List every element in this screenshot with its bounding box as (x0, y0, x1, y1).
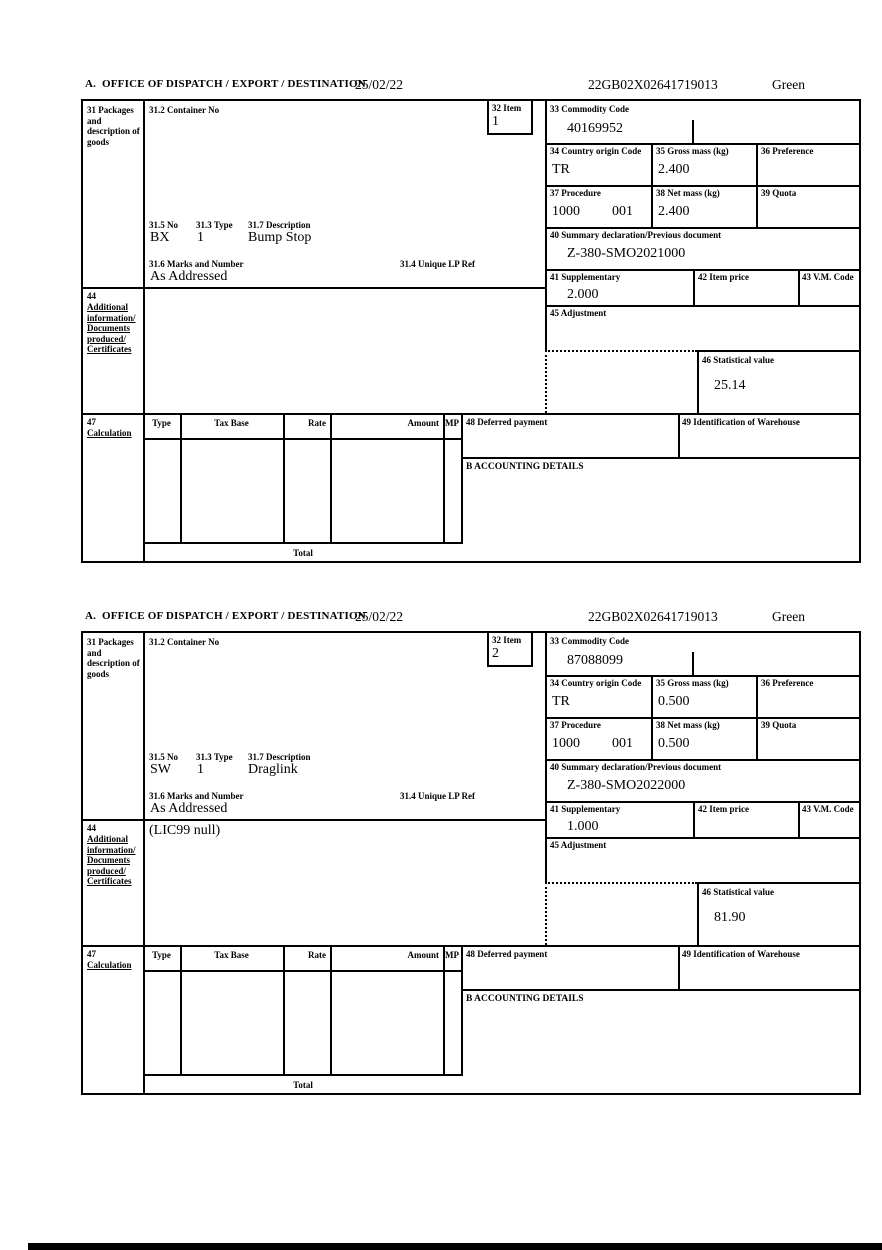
divider (545, 143, 859, 145)
divider (143, 101, 145, 561)
office-of-dispatch-label: A. OFFICE OF DISPATCH / EXPORT / DESTINATION (85, 610, 366, 622)
table-header-tax-base: Tax Base (214, 950, 249, 960)
box49-label: 49 Identification of Warehouse (682, 417, 800, 427)
declaration-item-section-1 (0, 78, 882, 568)
box41-label: 41 Supplementary (550, 804, 621, 814)
box31-5-label: 31.5 No (149, 752, 178, 762)
box44-number: 44 (87, 291, 96, 301)
packages-no-value: SW (150, 762, 171, 777)
box31-2-label: 31.2 Container No (149, 637, 220, 647)
table-header-mp: MP (445, 418, 459, 428)
box31-2-label: 31.2 Container No (149, 105, 220, 115)
divider (143, 438, 463, 440)
box43-label: 43 V.M. Code (802, 272, 854, 282)
box46-label: 46 Statistical value (702, 887, 774, 897)
box31-6-label: 31.6 Marks and Number (149, 259, 244, 269)
divider (461, 945, 463, 1074)
divider (678, 413, 680, 457)
table-header-amount: Amount (407, 950, 439, 960)
net-mass-value: 0.500 (658, 736, 690, 751)
table-header-type: Type (152, 950, 171, 960)
declaration-reference: 22GB02X02641719013 (588, 77, 718, 92)
divider (330, 945, 332, 1074)
box32-label: 32 Item (492, 635, 522, 645)
declaration-item-section-2 (0, 610, 882, 1100)
box40-label: 40 Summary declaration/Previous document (550, 762, 722, 772)
box48-label: 48 Deferred payment (466, 949, 548, 959)
table-header-rate: Rate (308, 950, 326, 960)
divider (180, 945, 182, 1074)
box31-label: 31 Packages and description of goods (87, 105, 140, 147)
divider (545, 227, 859, 229)
box31-6-label: 31.6 Marks and Number (149, 791, 244, 801)
table-header-mp: MP (445, 950, 459, 960)
packages-type-value: 1 (197, 762, 204, 777)
box39-label: 39 Quota (761, 720, 797, 730)
box31-3-label: 31.3 Type (196, 752, 233, 762)
divider (83, 819, 545, 821)
box33-label: 33 Commodity Code (550, 104, 629, 114)
office-of-dispatch-label: A. OFFICE OF DISPATCH / EXPORT / DESTINATION (85, 78, 366, 90)
additional-info-value: (LIC99 null) (149, 823, 221, 838)
box44-number: 44 (87, 823, 96, 833)
divider (693, 801, 695, 837)
procedure-value: 1000 (552, 736, 580, 751)
divider (545, 185, 859, 187)
supplementary-value: 1.000 (567, 819, 599, 834)
divider (697, 350, 699, 413)
box31-5-label: 31.5 No (149, 220, 178, 230)
gross-mass-value: 0.500 (658, 694, 690, 709)
accounting-details-label: B ACCOUNTING DETAILS (466, 994, 584, 1004)
box36-label: 36 Preference (761, 678, 814, 688)
routing-status: Green (772, 77, 805, 92)
divider (83, 287, 545, 289)
divider (545, 269, 859, 271)
item-detail-box (81, 99, 861, 563)
divider (798, 801, 800, 837)
table-header-rate: Rate (308, 418, 326, 428)
accounting-details-label: B ACCOUNTING DETAILS (466, 462, 584, 472)
procedure-value: 1000 (552, 204, 580, 219)
procedure-2-value: 001 (612, 204, 633, 219)
box47-label: Calculation (87, 960, 132, 970)
previous-document-value: Z-380-SMO2021000 (567, 246, 686, 261)
divider (461, 413, 463, 542)
divider (83, 945, 859, 947)
packages-no-value: BX (150, 230, 170, 245)
box48-label: 48 Deferred payment (466, 417, 548, 427)
item-number-box (487, 101, 533, 135)
dotted-divider (545, 350, 547, 413)
box32-label: 32 Item (492, 103, 522, 113)
divider (283, 945, 285, 1074)
divider (545, 305, 859, 307)
commodity-code-tick (692, 120, 694, 143)
divider (83, 413, 859, 415)
box45-label: 45 Adjustment (550, 840, 607, 850)
box42-label: 42 Item price (698, 272, 749, 282)
marks-value: As Addressed (150, 269, 228, 284)
divider (545, 101, 547, 350)
packages-type-value: 1 (197, 230, 204, 245)
box31-4-label: 31.4 Unique LP Ref (400, 791, 476, 801)
routing-status: Green (772, 609, 805, 624)
box42-label: 42 Item price (698, 804, 749, 814)
box47-number: 47 (87, 417, 96, 427)
box31-7-label: 31.7 Description (248, 752, 311, 762)
dispatch-date: 25/02/22 (355, 77, 404, 92)
statistical-value: 25.14 (714, 378, 746, 393)
dotted-divider (545, 350, 697, 352)
goods-description-value: Draglink (248, 762, 298, 777)
divider (283, 413, 285, 542)
divider (545, 633, 547, 882)
box47-label: Calculation (87, 428, 132, 438)
divider (678, 945, 680, 989)
divider (693, 269, 695, 305)
divider (143, 542, 463, 544)
dotted-divider (545, 882, 697, 884)
box39-label: 39 Quota (761, 188, 797, 198)
item-detail-box (81, 631, 861, 1095)
supplementary-value: 2.000 (567, 287, 599, 302)
commodity-code-value: 40169952 (567, 121, 623, 136)
divider (443, 413, 445, 542)
page-edge-shadow (28, 1243, 882, 1250)
box35-label: 35 Gross mass (kg) (656, 146, 729, 156)
statistical-value: 81.90 (714, 910, 746, 925)
country-origin-value: TR (552, 162, 570, 177)
dotted-divider (545, 882, 547, 945)
goods-description-value: Bump Stop (248, 230, 312, 245)
box31-4-label: 31.4 Unique LP Ref (400, 259, 476, 269)
box44-label: Additional information/ Documents produced/ Certificates (87, 834, 136, 886)
item-number-box (487, 633, 533, 667)
table-total-label: Total (293, 1080, 313, 1090)
box31-label: 31 Packages and description of goods (87, 637, 140, 679)
box47-number: 47 (87, 949, 96, 959)
divider (697, 882, 859, 884)
divider (180, 413, 182, 542)
box34-label: 34 Country origin Code (550, 678, 642, 688)
procedure-2-value: 001 (612, 736, 633, 751)
commodity-code-value: 87088099 (567, 653, 623, 668)
table-header-tax-base: Tax Base (214, 418, 249, 428)
box45-label: 45 Adjustment (550, 308, 607, 318)
divider (545, 801, 859, 803)
table-header-type: Type (152, 418, 171, 428)
box40-label: 40 Summary declaration/Previous document (550, 230, 722, 240)
box49-label: 49 Identification of Warehouse (682, 949, 800, 959)
box34-label: 34 Country origin Code (550, 146, 642, 156)
divider (545, 837, 859, 839)
dispatch-date: 25/02/22 (355, 609, 404, 624)
divider (545, 675, 859, 677)
box46-label: 46 Statistical value (702, 355, 774, 365)
box35-label: 35 Gross mass (kg) (656, 678, 729, 688)
divider (143, 970, 463, 972)
box31-7-label: 31.7 Description (248, 220, 311, 230)
box33-label: 33 Commodity Code (550, 636, 629, 646)
table-header-amount: Amount (407, 418, 439, 428)
divider (443, 945, 445, 1074)
divider (545, 759, 859, 761)
net-mass-value: 2.400 (658, 204, 690, 219)
declaration-reference: 22GB02X02641719013 (588, 609, 718, 624)
gross-mass-value: 2.400 (658, 162, 690, 177)
box44-label: Additional information/ Documents produced/ Certificates (87, 302, 136, 354)
divider (697, 882, 699, 945)
previous-document-value: Z-380-SMO2022000 (567, 778, 686, 793)
item-number-value: 1 (492, 114, 499, 129)
box38-label: 38 Net mass (kg) (656, 720, 720, 730)
commodity-code-tick (692, 652, 694, 675)
box31-3-label: 31.3 Type (196, 220, 233, 230)
box38-label: 38 Net mass (kg) (656, 188, 720, 198)
box41-label: 41 Supplementary (550, 272, 621, 282)
divider (461, 989, 859, 991)
box36-label: 36 Preference (761, 146, 814, 156)
divider (545, 717, 859, 719)
divider (143, 633, 145, 1093)
divider (143, 1074, 463, 1076)
divider (330, 413, 332, 542)
marks-value: As Addressed (150, 801, 228, 816)
table-total-label: Total (293, 548, 313, 558)
divider (461, 457, 859, 459)
box37-label: 37 Procedure (550, 188, 601, 198)
divider (697, 350, 859, 352)
box37-label: 37 Procedure (550, 720, 601, 730)
country-origin-value: TR (552, 694, 570, 709)
box43-label: 43 V.M. Code (802, 804, 854, 814)
divider (798, 269, 800, 305)
item-number-value: 2 (492, 646, 499, 661)
